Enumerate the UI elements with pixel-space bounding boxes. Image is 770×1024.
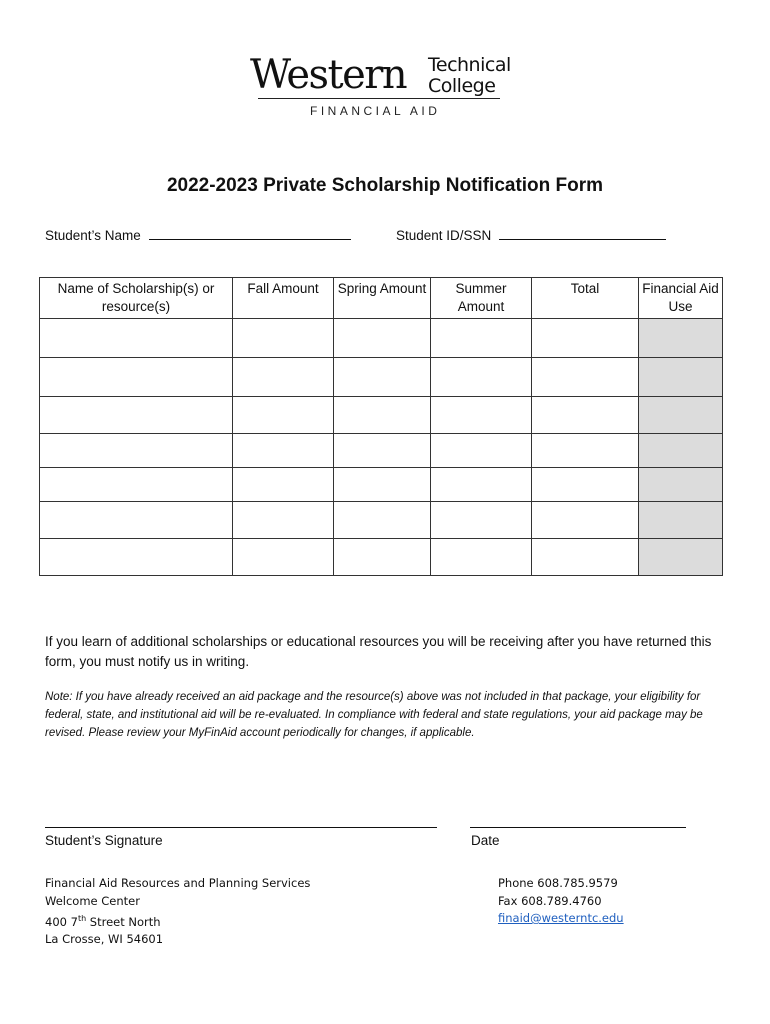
cell-summer-amount[interactable] — [431, 358, 532, 397]
cell-total[interactable] — [532, 319, 639, 358]
student-id-label: Student ID/SSN — [396, 228, 492, 243]
cell-total[interactable] — [532, 397, 639, 434]
cell-fall-amount[interactable] — [233, 358, 334, 397]
header-total: Total — [532, 278, 639, 319]
address-line-2: Welcome Center — [45, 893, 140, 908]
cell-summer-amount[interactable] — [431, 434, 532, 468]
cell-summer-amount[interactable] — [431, 397, 532, 434]
logo-technical: Technical — [428, 54, 511, 76]
cell-financial-aid-use — [639, 502, 723, 539]
cell-financial-aid-use — [639, 319, 723, 358]
address-line-3: 400 7th Street North — [45, 914, 161, 929]
header-scholarship-name: Name of Scholarship(s) or resource(s) — [40, 278, 233, 319]
cell-total[interactable] — [532, 358, 639, 397]
table-row — [40, 434, 723, 468]
cell-spring-amount[interactable] — [334, 358, 431, 397]
cell-summer-amount[interactable] — [431, 468, 532, 502]
cell-spring-amount[interactable] — [334, 502, 431, 539]
signature-label: Student’s Signature — [45, 833, 163, 848]
cell-spring-amount[interactable] — [334, 434, 431, 468]
table-row — [40, 397, 723, 434]
cell-financial-aid-use — [639, 434, 723, 468]
logo-western: Western — [250, 52, 407, 98]
contact-info — [498, 875, 624, 928]
table-row — [40, 468, 723, 502]
cell-scholarship-name[interactable] — [40, 434, 233, 468]
cell-summer-amount[interactable] — [431, 319, 532, 358]
student-name-field — [45, 227, 351, 243]
cell-financial-aid-use — [639, 358, 723, 397]
phone-number: Phone 608.785.9579 — [498, 876, 618, 890]
cell-scholarship-name[interactable] — [40, 539, 233, 576]
signature-line[interactable] — [45, 827, 437, 828]
cell-financial-aid-use — [639, 539, 723, 576]
scholarship-table — [39, 277, 723, 576]
table-row — [40, 358, 723, 397]
cell-fall-amount[interactable] — [233, 397, 334, 434]
logo-rule — [258, 98, 500, 99]
header-financial-aid-use: Financial Aid Use — [639, 278, 723, 319]
email-link[interactable]: finaid@westerntc.edu — [498, 911, 624, 925]
cell-scholarship-name[interactable] — [40, 468, 233, 502]
table-row — [40, 539, 723, 576]
cell-total[interactable] — [532, 539, 639, 576]
cell-spring-amount[interactable] — [334, 397, 431, 434]
form-title: 2022-2023 Private Scholarship Notification Form — [166, 175, 604, 196]
cell-total[interactable] — [532, 502, 639, 539]
notify-paragraph: If you learn of additional scholarships or educational resources you will be receiving after you have returned this form, you must notify us in writing. — [45, 634, 712, 669]
note-paragraph: Note: If you have already received an aid package and the resource(s) above was not included in that package, your eligibility for federal, state, and institutional aid will be re-evaluated. In compliance with federal and state regulations, your aid package may be revised. Please review your MyFinAid account periodically for changes, if applicable. — [45, 691, 703, 739]
cell-scholarship-name[interactable] — [40, 397, 233, 434]
address-line-1: Financial Aid Resources and Planning Services — [45, 876, 311, 890]
header-spring-amount: Spring Amount — [334, 278, 431, 319]
date-label: Date — [471, 833, 500, 848]
cell-spring-amount[interactable] — [334, 539, 431, 576]
table-header-row — [40, 278, 723, 319]
cell-fall-amount[interactable] — [233, 502, 334, 539]
logo-college: College — [428, 75, 496, 97]
cell-summer-amount[interactable] — [431, 539, 532, 576]
table-row — [40, 502, 723, 539]
header-summer-amount: Summer Amount — [431, 278, 532, 319]
address-line-4: La Crosse, WI 54601 — [45, 932, 164, 947]
fax-number: Fax 608.789.4760 — [498, 893, 602, 908]
cell-financial-aid-use — [639, 468, 723, 502]
cell-scholarship-name[interactable] — [40, 319, 233, 358]
cell-fall-amount[interactable] — [233, 539, 334, 576]
date-line[interactable] — [470, 827, 686, 828]
cell-fall-amount[interactable] — [233, 468, 334, 502]
cell-scholarship-name[interactable] — [40, 358, 233, 397]
student-name-label: Student’s Name — [45, 228, 141, 243]
header-fall-amount: Fall Amount — [233, 278, 334, 319]
cell-scholarship-name[interactable] — [40, 502, 233, 539]
cell-financial-aid-use — [639, 397, 723, 434]
cell-fall-amount[interactable] — [233, 319, 334, 358]
office-address — [45, 875, 310, 949]
cell-fall-amount[interactable] — [233, 434, 334, 468]
cell-total[interactable] — [532, 434, 639, 468]
college-logo — [250, 52, 522, 122]
student-name-input[interactable] — [149, 227, 351, 240]
cell-spring-amount[interactable] — [334, 468, 431, 502]
cell-spring-amount[interactable] — [334, 319, 431, 358]
table-row — [40, 319, 723, 358]
student-id-field — [396, 227, 666, 243]
logo-financial-aid: FINANCIAL AID — [310, 104, 441, 118]
cell-total[interactable] — [532, 468, 639, 502]
cell-summer-amount[interactable] — [431, 502, 532, 539]
student-id-input[interactable] — [499, 227, 666, 240]
